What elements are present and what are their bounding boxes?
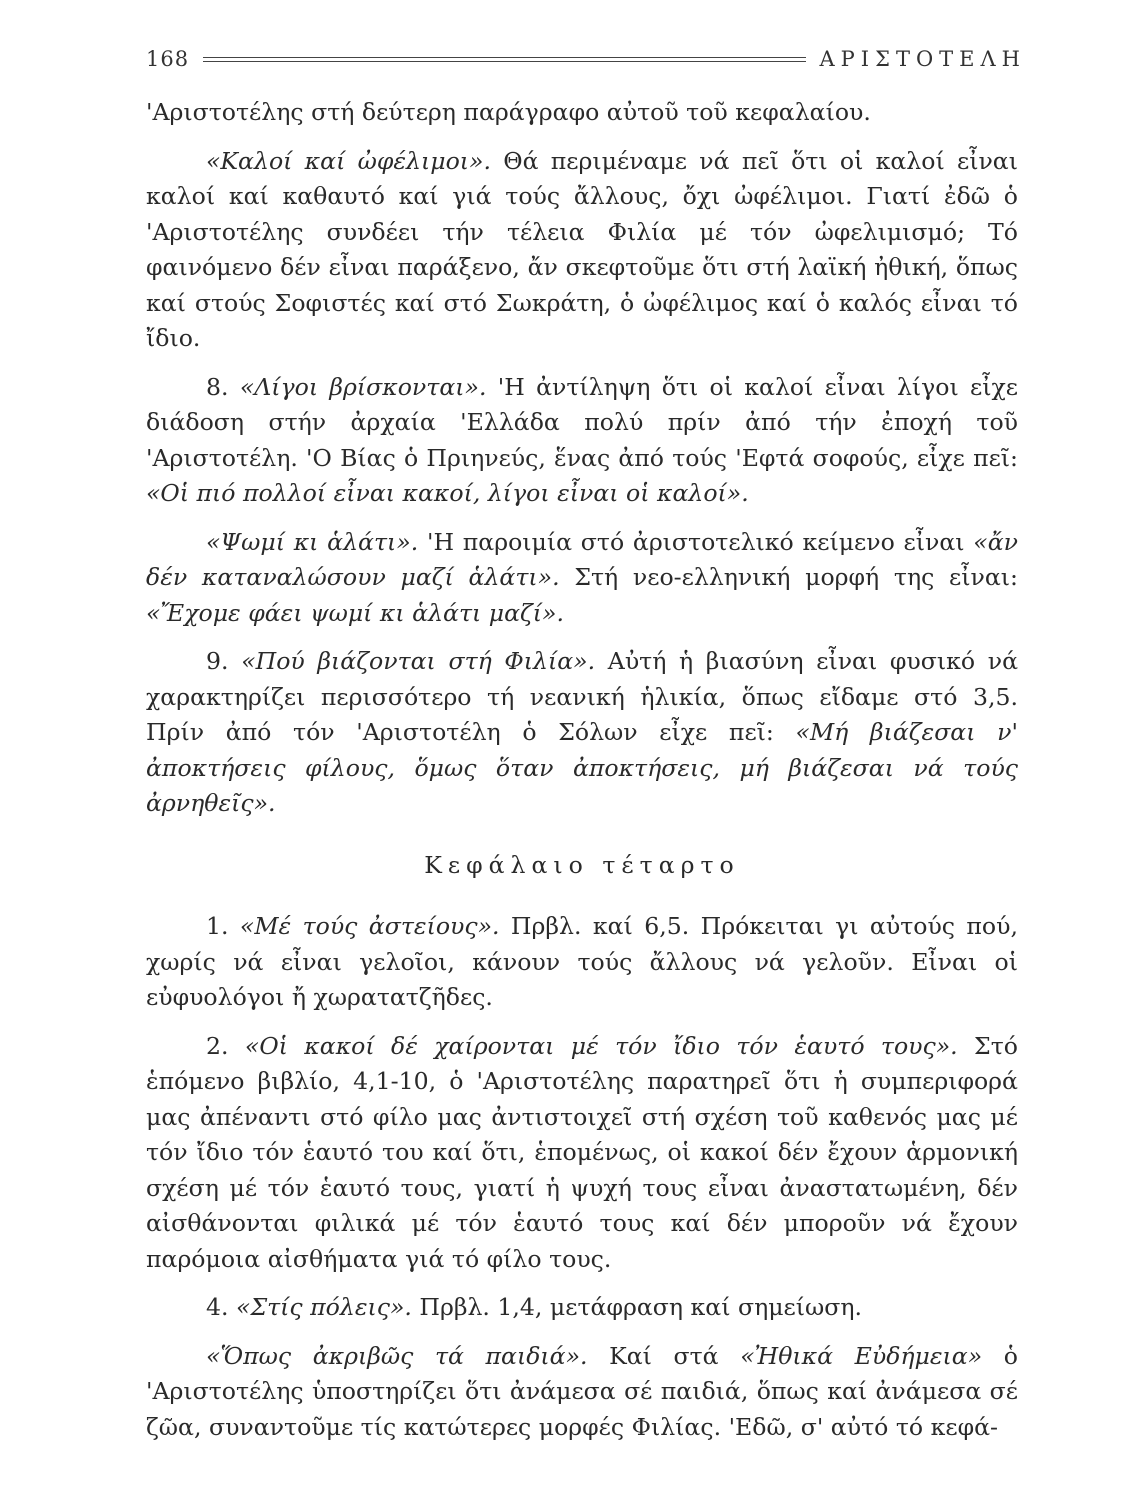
lemma: «Οἱ κακοί δέ χαίρονται μέ τόν ἴδιο τόν ἑαυτό τους». [244,1031,958,1060]
quotation: «Μή βιάζεσαι ν' ἀποκτήσεις φίλους, ὅμως ὅταν ἀποκτήσεις, μή βιάζεσαι νά τούς ἀρνηθεῖς». [146,718,1018,817]
quotation: «ἄν δέν καταναλώσουν μαζί ἁλάτι». [146,527,1018,591]
lemma: «Στίς πόλεις». [236,1293,412,1321]
note-4-stis-poleis [146,1290,1018,1326]
header-rule [203,57,805,62]
page-header [146,44,1026,74]
paragraph-continuation [146,95,1018,131]
paragraph-text: Καί στά [587,1341,741,1370]
lemma: «Πού βιάζονται στή Φιλία». [241,647,596,675]
lemma: «Ψωμί κι ἁλάτι». [206,527,419,556]
paragraph-text: 'Αριστοτέλης στή δεύτερη παράγραφο αὐτοῦ τοῦ κεφαλαίου. [146,98,871,126]
note-1-me-tous-asteious [146,909,1018,1016]
quotation: «Οἱ πιό πολλοί εἶναι κακοί, λίγοι εἶναι οἱ καλοί». [146,479,749,507]
lemma: «Μέ τούς ἀστείους». [239,912,500,940]
note-number: 8. [206,372,240,401]
note-psomi-ki-alati [146,525,1018,632]
body-text [146,95,1018,1458]
note-kaloi-kai-ofelimoi [146,144,1018,357]
note-opos-akrivos-ta-paidia [146,1339,1018,1446]
note-2-oi-kakoi [146,1029,1018,1278]
quotation: «Ἔχομε φάει ψωμί κι ἁλάτι μαζί». [146,598,564,627]
paragraph-text: 'Η παροιμία στό ἀριστοτελικό κείμενο εἶναι [418,527,974,556]
paragraph-text: Θά περιμέναμε νά πεῖ ὅτι οἱ καλοί εἶναι καλοί καί καθαυτό καί γιά τούς ἄλλους, ὄχι ὠφέλιμοι. Γιατί ἐδῶ ὁ 'Αριστοτέλης συνδέει τήν τέλεια Φιλία μέ τόν ὠφελιμισμό; Τό φαινόμενο δέν εἶναι παράξενο, ἄν σκεφτοῦμε ὅτι στή λαϊκή ἠθική, ὅπως καί στούς Σοφιστές καί στό Σωκράτη, ὁ ὠφέλιμος καί ὁ καλός εἶναι τό ἴδιο. [146,146,1018,352]
paragraph-text: Πρβλ. καί 6,5. Πρόκειται γι αὐτούς πού, χωρίς νά εἶναι γελοῖοι, κάνουν τούς ἄλλους νά γελοῦν. Εἶναι οἱ εὐφυολόγοι ἤ χωρατατζῆδες. [146,912,1018,1011]
note-8-ligoi-vriskontai [146,370,1018,512]
lemma: «Καλοί καί ὠφέλιμοι». [206,146,491,175]
paragraph-text: Αὐτή ἡ βιασύνη εἶναι φυσικό νά χαρακτηρίζει περισσότερο τή νεανική ἡλικία, ὅπως εἴδαμε στό 3,5. Πρίν ἀπό τόν 'Αριστοτέλη ὁ Σόλων εἶχε πεῖ: [146,647,1019,746]
paragraph-text: Στό ἑπόμενο βιβλίο, 4,1-10, ὁ 'Αριστοτέλης παρατηρεῖ ὅτι ἡ συμπεριφορά μας ἀπέναντι στό φίλο μας ἀντιστοιχεῖ στή σχέση τοῦ καθενός μας μέ τόν ἴδιο τόν ἑαυτό του καί ὅτι, ἑπομένως, οἱ κακοί δέν ἔχουν ἁρμονική σχέση μέ τόν ἑαυτό τους, γιατί ἡ ψυχή τους εἶναι ἀναστατωμένη, δέν αἰσθάνονται φιλικά μέ τόν ἑαυτό τους καί δέν μποροῦν νά ἔχουν παρόμοια αἰσθήματα γιά τό φίλο τους. [146,1031,1018,1273]
note-number: 4. [206,1293,237,1321]
lemma: «Λίγοι βρίσκονται». [239,372,487,401]
chapter-heading: Κεφάλαιο τέταρτο [424,850,740,879]
note-number: 2. [206,1031,245,1060]
note-number: 9. [206,647,242,675]
paragraph-text: ὁ 'Αριστοτέλης ὑποστηρίζει ὅτι ἀνάμεσα σέ παιδιά, ὅπως καί ἀνάμεσα σέ ζῶα, συναντοῦμε τίς κατώτερες μορφές Φιλίας. 'Εδῶ, σ' αὐτό τό κεφά- [146,1341,1018,1441]
note-number: 1. [206,912,240,940]
lemma: «Ὅπως ἀκριβῶς τά παιδιά». [206,1341,588,1370]
page-number: 168 [146,47,190,71]
running-title: ΑΡΙΣΤΟΤΕΛΗ [819,47,1026,71]
paragraph-text: 'Η ἀντίληψη ὅτι οἱ καλοί εἶναι λίγοι εἶχε διάδοση στήν ἀρχαία 'Ελλάδα πολύ πρίν ἀπό τήν ἐποχή τοῦ 'Αριστοτέλη. 'Ο Βίας ὁ Πριηνεύς, ἕνας ἀπό τούς 'Εφτά σοφούς, εἶχε πεῖ: [146,372,1018,472]
note-9-pou-viazontai [146,644,1018,822]
paragraph-text: Στή νεο-ελληνική μορφή της εἶναι: [559,563,1018,591]
quotation: «Ἠθικά Εὐδήμεια» [740,1341,983,1370]
paragraph-text: Πρβλ. 1,4, μετάφραση καί σημείωση. [411,1293,862,1321]
